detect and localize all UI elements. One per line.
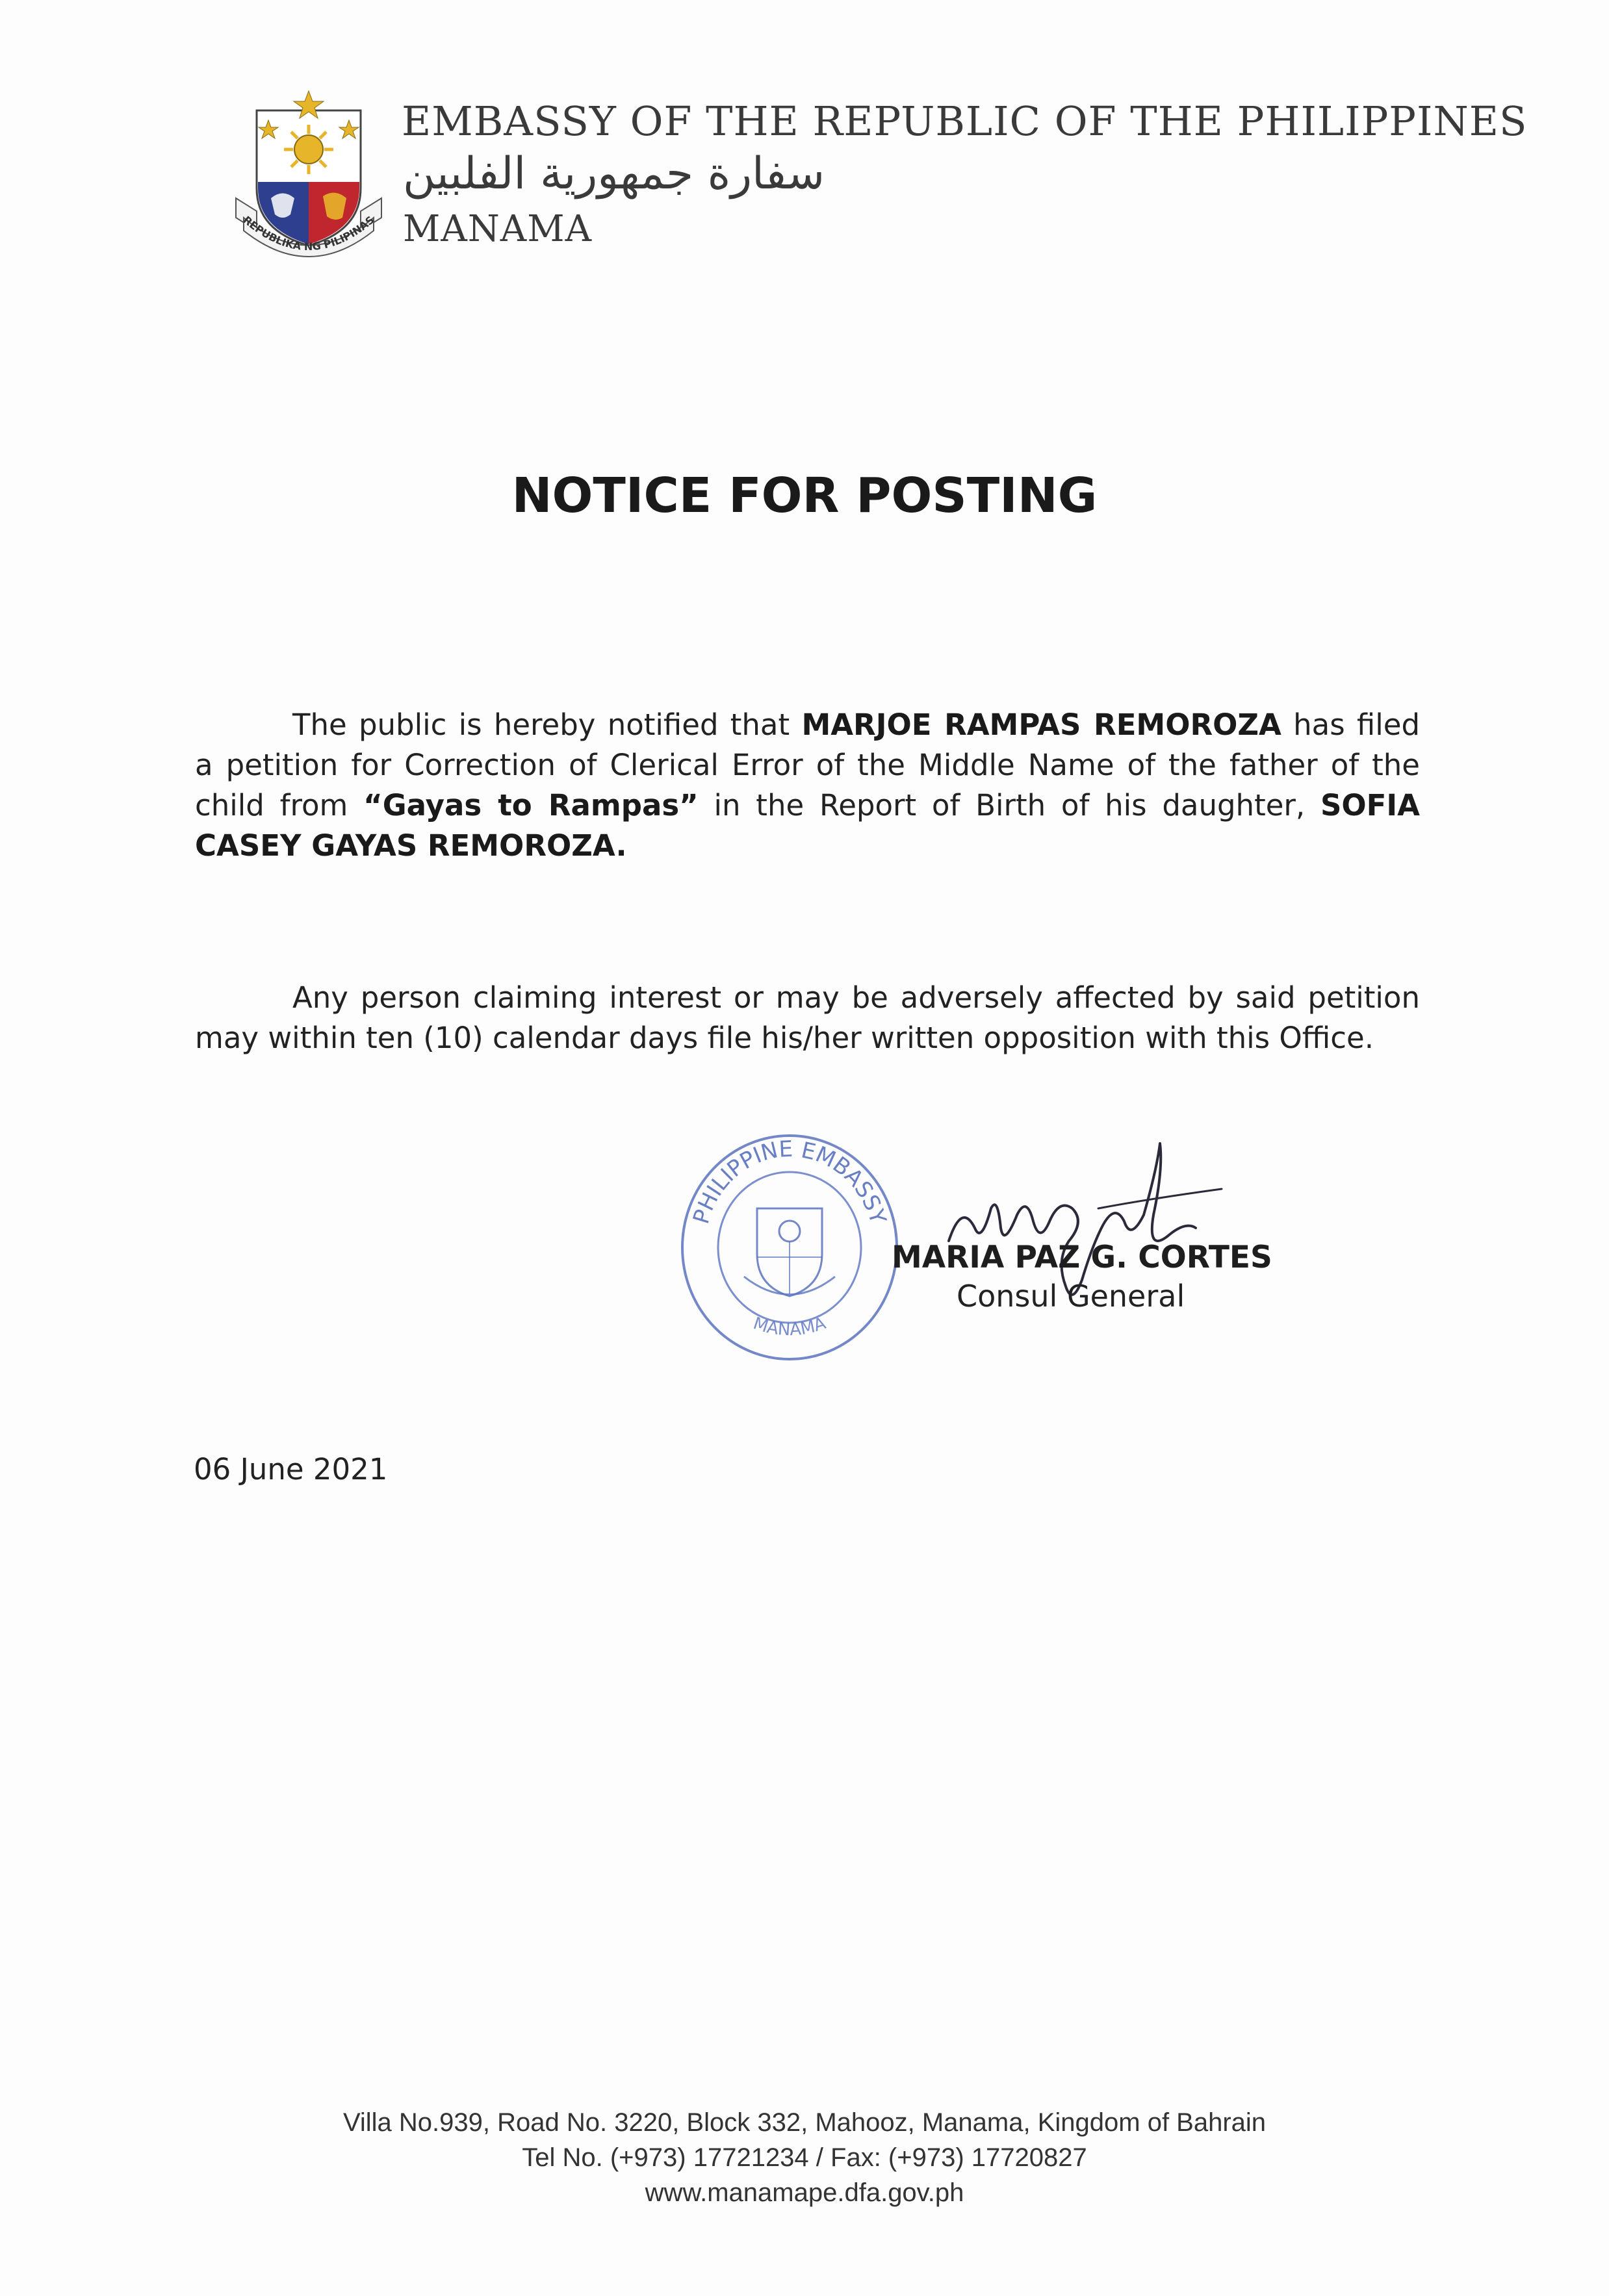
paragraph-1-text-b: has filed a petition for Correction of Clerical Error of the Middle Name of the father of the child from — [195, 708, 1421, 823]
notice-paragraph-1 — [195, 705, 1420, 866]
philippine-coat-of-arms-seal — [231, 84, 387, 273]
paragraph-1-text-c: in the Report of Birth of his daughter, — [698, 788, 1321, 823]
notice-paragraph-2: Any person claiming interest or may be adversely affected by said petition may within ten (10) calendar days file his/her written opposition with this Office. — [195, 980, 1420, 1055]
embassy-name: EMBASSY OF THE REPUBLIC OF THE PHILIPPINES — [402, 97, 1528, 145]
footer-contact: Tel No. (+973) 17721234 / Fax: (+973) 17720827 — [522, 2143, 1087, 2172]
embassy-name-arabic: سفارة جمهورية الفلبين — [403, 148, 825, 199]
footer-website: www.manamape.dfa.gov.ph — [645, 2178, 964, 2207]
correction-text: “Gayas to Rampas” — [363, 788, 699, 823]
embassy-stamp — [673, 1124, 907, 1364]
petitioner-name: MARJOE RAMPAS REMOROZA — [801, 708, 1281, 742]
notice-title: NOTICE FOR POSTING — [511, 468, 1098, 524]
child-name: SOFIA CASEY GAYAS REMOROZA. — [195, 788, 1420, 863]
signatory-title: Consul General — [957, 1279, 1185, 1314]
paragraph-1-text-a: The public is hereby notified that — [292, 708, 802, 742]
footer — [0, 2105, 1609, 2210]
notice-date: 06 June 2021 — [194, 1452, 388, 1486]
seal-text: REPUBLIKA NG PILIPINAS — [240, 213, 377, 253]
stamp-top-text: PHILIPPINE EMBASSY — [688, 1136, 892, 1227]
svg-text:PHILIPPINE EMBASSY — [688, 1136, 891, 1227]
footer-address: Villa No.939, Road No. 3220, Block 332, Mahooz, Manama, Kingdom of Bahrain — [342, 2108, 1267, 2137]
embassy-city: MANAMA — [403, 208, 593, 250]
svg-text:MANAMA — [751, 1314, 828, 1340]
stamp-bottom-text: MANAMA — [751, 1314, 829, 1340]
signatory-name: MARIA PAZ G. CORTES — [892, 1240, 1272, 1275]
